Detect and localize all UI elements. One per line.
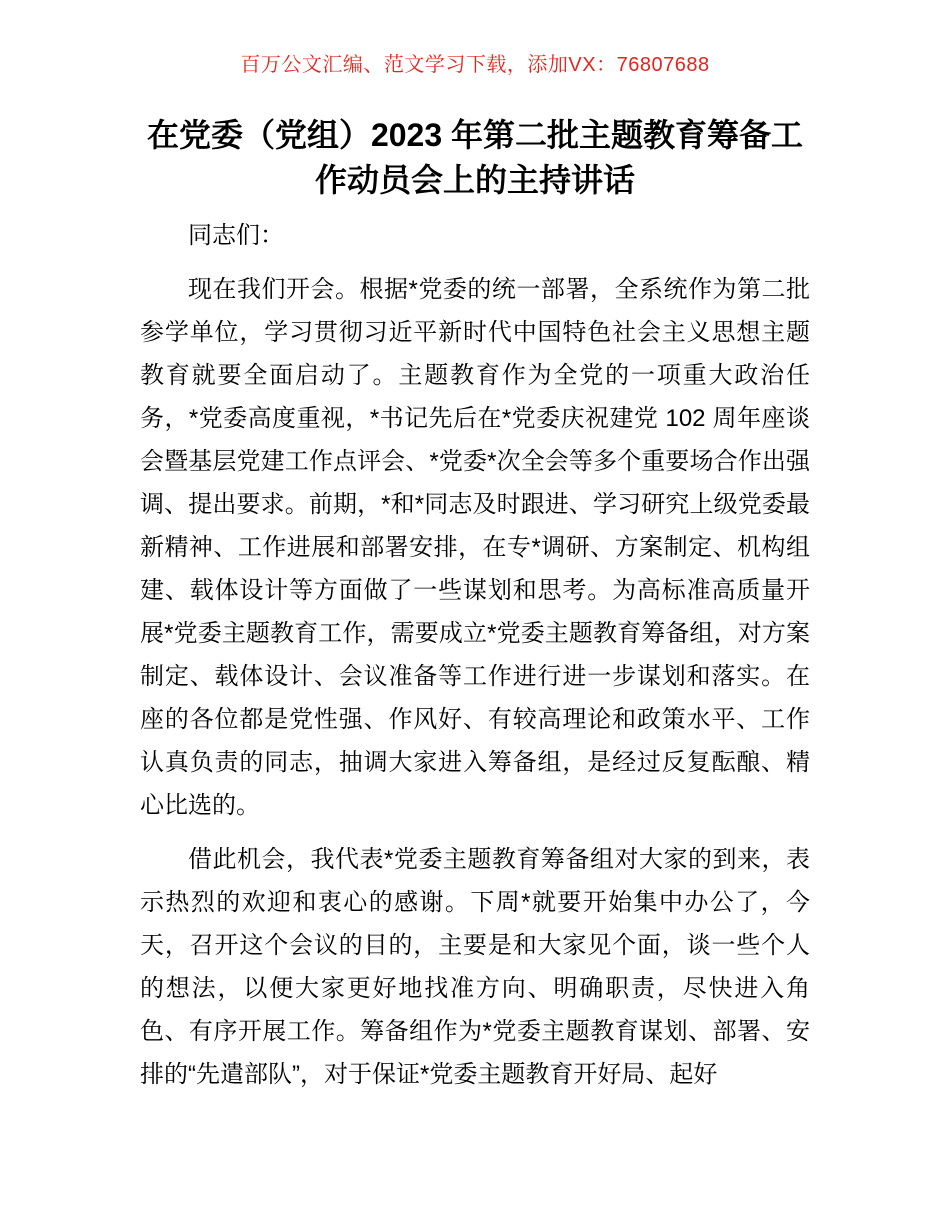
document-title xyxy=(140,113,810,203)
body-paragraph-1: 现在我们开会。根据*党委的统一部署，全系统作为第二批参学单位，学习贯彻习近平新时代中国特色社会主义思想主题教育就要全面启动了。主题教育作为全党的一项重大政治任务，*党委高度重视，*书记先后在*党委庆祝建党 102 周年座谈会暨基层党建工作点评会、*党委*次全会等多个重要场合作出强调、提出要求。前期，*和*同志及时跟进、学习研究上级党委最新精神、工作进展和部署安排，在专*调研、方案制定、机构组建、载体设计等方面做了一些谋划和思考。为高标准高质量开展*党委主题教育工作，需要成立*党委主题教育筹备组，对方案制定、载体设计、会议准备等工作进行进一步谋划和落实。在座的各位都是党性强、作风好、有较高理论和政策水平、工作认真负责的同志，抽调大家进入筹备组，是经过反复酝酿、精心比选的。 xyxy=(140,276,810,819)
salutation-paragraph: 同志们： xyxy=(188,222,284,249)
body-paragraph-2: 借此机会，我代表*党委主题教育筹备组对大家的到来，表示热烈的欢迎和衷心的感谢。下周*就要开始集中办公了，今天，召开这个会议的目的，主要是和大家见个面，谈一些个人的想法，以便大家更好地找准方向、明确职责，尽快进入角色、有序开展工作。筹备组作为*党委主题教育谋划、部署、安排的“先遣部队”，对于保证*党委主题教育开好局、起好 xyxy=(140,846,810,1088)
header-ad-text: 百万公文汇编、范文学习下载，添加VX：76807688 xyxy=(240,54,710,76)
document-title-line-2: 作动员会上的主持讲话 xyxy=(314,162,635,198)
document-title-line-1: 在党委（党组）2023 年第二批主题教育筹备工 xyxy=(146,117,804,153)
